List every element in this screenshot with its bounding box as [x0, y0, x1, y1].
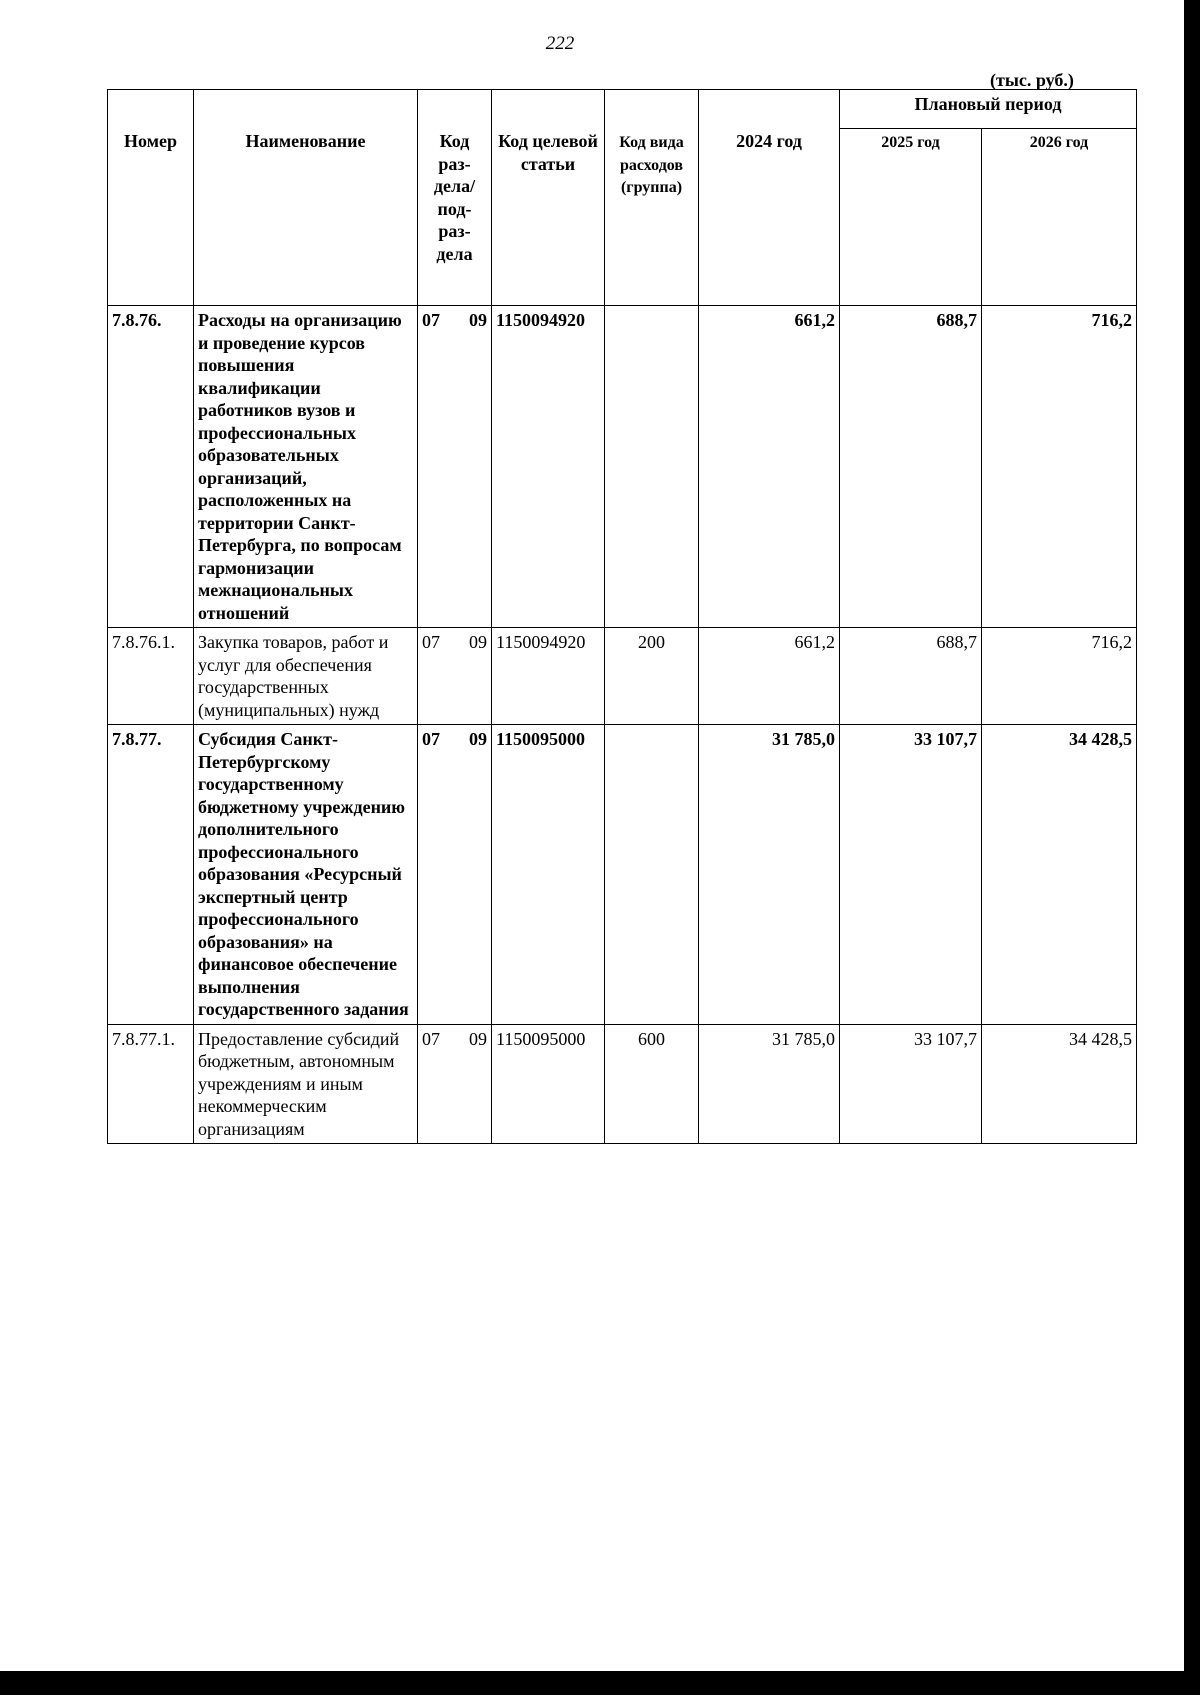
row-2025: 33 107,7	[840, 725, 982, 1025]
header-name: Наименование	[194, 90, 418, 306]
subsection-code: 09	[469, 729, 487, 749]
units-label: (тыс. руб.)	[990, 70, 1074, 90]
row-section-code	[418, 1024, 492, 1144]
row-2026: 716,2	[982, 306, 1137, 628]
row-number: 7.8.77.1.	[108, 1024, 194, 1144]
row-name: Расходы на организацию и проведение курсов повышения квалификации работников вузов и профессиональных образовательных организаций, расположенных на территории Санкт-Петербурга, по вопросам гармонизации межнациональных отношений	[194, 306, 418, 628]
row-name: Предоставление субсидий бюджетным, автономным учреждениям и иным некоммерческим организациям	[194, 1024, 418, 1144]
row-2026: 716,2	[982, 628, 1137, 725]
section-code: 07	[422, 1028, 440, 1049]
subsection-code: 09	[469, 1028, 487, 1049]
budget-table	[107, 89, 1137, 1144]
row-number: 7.8.76.1.	[108, 628, 194, 725]
row-section-code	[418, 725, 492, 1025]
header-number: Номер	[108, 90, 194, 306]
row-expense-type	[605, 306, 699, 628]
subsection-code: 09	[469, 310, 487, 330]
header-expense-type: Код вида расходов (группа)	[605, 90, 699, 306]
header-target-code: Код целевой статьи	[492, 90, 605, 306]
section-code: 07	[422, 632, 440, 652]
header-planned-period: Плановый период	[840, 90, 1137, 129]
row-2024: 31 785,0	[699, 725, 840, 1025]
row-expense-type: 200	[605, 628, 699, 725]
row-2024: 661,2	[699, 628, 840, 725]
row-2025: 33 107,7	[840, 1024, 982, 1144]
row-name: Закупка товаров, работ и услуг для обеспечения государственных (муниципальных) нужд	[194, 628, 418, 725]
page-number: 222	[545, 33, 575, 54]
section-code: 07	[422, 310, 440, 330]
table-row	[108, 628, 1137, 725]
header-section-code: Код раз-дела/ под-раз-дела	[418, 90, 492, 306]
table-row	[108, 306, 1137, 628]
row-name: Субсидия Санкт-Петербургскому государственному бюджетному учреждению дополнительного профессионального образования «Ресурсный экспертный центр профессионального образования» на финансовое обеспечение выполнения государственного задания	[194, 725, 418, 1025]
row-2025: 688,7	[840, 306, 982, 628]
row-2024: 31 785,0	[699, 1024, 840, 1144]
scan-edge-right	[1184, 0, 1200, 1695]
header-2024: 2024 год	[699, 90, 840, 306]
table-row	[108, 1024, 1137, 1144]
row-section-code	[418, 628, 492, 725]
row-2024: 661,2	[699, 306, 840, 628]
row-2026: 34 428,5	[982, 725, 1137, 1025]
row-2025: 688,7	[840, 628, 982, 725]
table-row	[108, 725, 1137, 1025]
row-target-code: 1150095000	[492, 725, 605, 1025]
row-target-code: 1150094920	[492, 306, 605, 628]
row-2026: 34 428,5	[982, 1024, 1137, 1144]
header-2026: 2026 год	[982, 129, 1137, 306]
row-number: 7.8.76.	[108, 306, 194, 628]
scan-edge-bottom	[0, 1671, 1200, 1695]
row-number: 7.8.77.	[108, 725, 194, 1025]
header-2025: 2025 год	[840, 129, 982, 306]
row-section-code	[418, 306, 492, 628]
subsection-code: 09	[469, 632, 487, 652]
row-target-code: 1150095000	[492, 1024, 605, 1144]
row-expense-type	[605, 725, 699, 1025]
section-code: 07	[422, 729, 440, 749]
row-expense-type: 600	[605, 1024, 699, 1144]
row-target-code: 1150094920	[492, 628, 605, 725]
